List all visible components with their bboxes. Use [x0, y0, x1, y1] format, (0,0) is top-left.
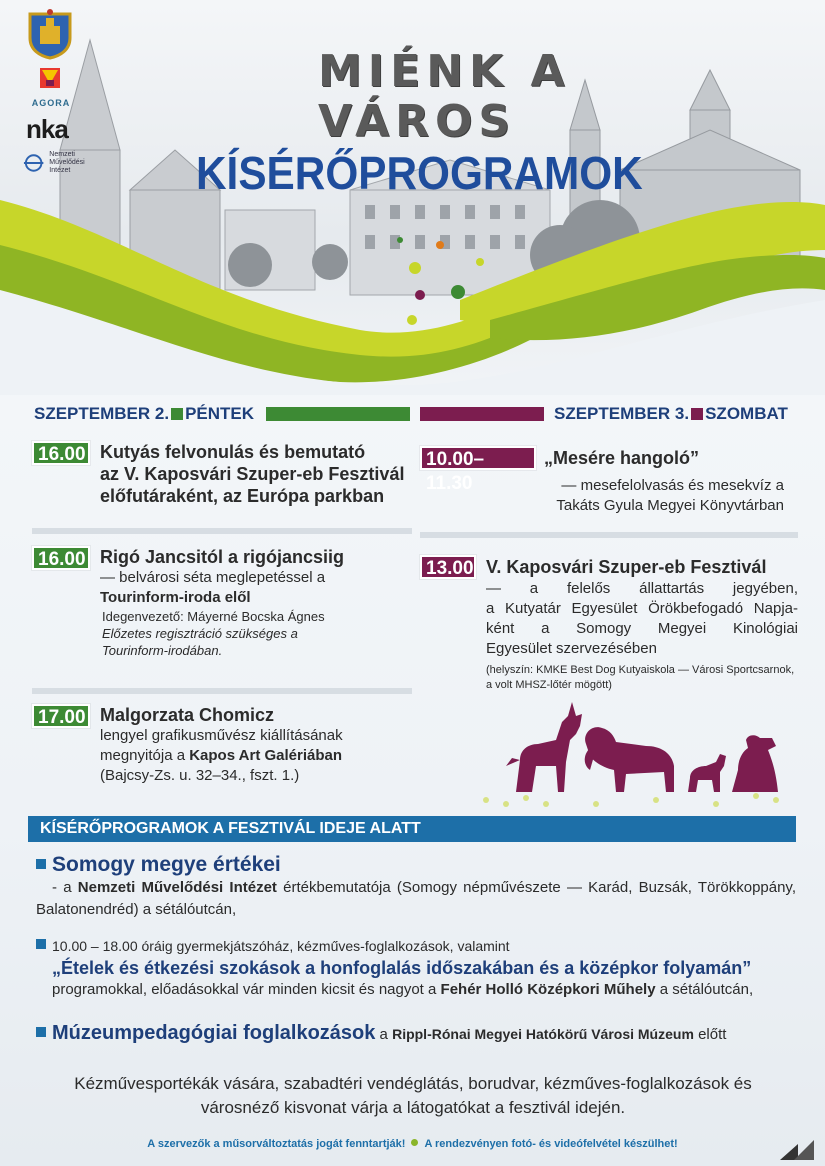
- city-coat-of-arms-icon: [22, 8, 78, 60]
- event-note: Előzetes regisztráció szükséges a: [102, 626, 298, 641]
- event-title: „Mesére hangoló”: [544, 448, 700, 468]
- event-title: Rigó Jancsitól a rigójancsiig: [100, 547, 345, 567]
- festival-item-title: „Ételek és étkezési szokások a honfoglalás időszakában és a középkor folyamán”: [52, 958, 752, 978]
- festival-item-3: [36, 1020, 796, 1048]
- closing-text: [30, 1072, 796, 1120]
- friday-date: SZEPTEMBER 2.: [34, 404, 170, 423]
- sponsor-logos: [22, 8, 92, 175]
- friday-event-3: [32, 704, 412, 786]
- closing-line: Kézművesportékák vására, szabadtéri vendéglátás, borudvar, kézműves-foglalkozások és: [74, 1074, 752, 1093]
- festival-item-text: programokkal, előadásokkal vár minden kicsit és nagyot a: [52, 981, 441, 998]
- event-time: 16.00: [32, 546, 90, 570]
- title-line-1: MIÉNK A: [318, 46, 571, 97]
- friday-square: [171, 408, 183, 420]
- event-text: — belvárosi séta meglepetéssel a: [100, 569, 326, 586]
- event-location: Kapos Art Galériában: [189, 747, 343, 764]
- event-note: Tourinform-irodában.: [102, 643, 223, 658]
- festival-item-title: Somogy megye értékei: [52, 853, 281, 876]
- friday-bar: [266, 407, 410, 421]
- friday-heading: [34, 404, 410, 426]
- festival-item-text: előtt: [693, 1026, 727, 1043]
- event-text: ként a Somogy Megyei Kinológiai: [486, 620, 798, 637]
- event-title: Malgorzata Chomicz: [100, 705, 275, 725]
- event-venue: a volt MHSZ-lőtér mögött): [486, 679, 612, 691]
- event-title-line: az V. Kaposvári Szuper-eb Fesztivál: [100, 464, 405, 484]
- event-guide: Idegenvezető: Máyerné Bocska Ágnes: [102, 609, 325, 624]
- divider: [420, 532, 798, 538]
- page-title: KÍSÉRŐPROGRAMOK: [196, 147, 643, 199]
- saturday-event-2: [420, 555, 798, 693]
- event-address: (Bajcsy-Zs. u. 32–34., fszt. 1.): [100, 767, 300, 784]
- festival-item-org: Rippl-Rónai Megyei Hatókörű Városi Múzeum: [392, 1026, 694, 1042]
- saturday-weekday: SZOMBAT: [705, 404, 788, 423]
- festival-item-1: [36, 852, 796, 920]
- nmi-logo: [22, 151, 92, 175]
- friday-event-2: [32, 546, 412, 659]
- saturday-heading: [420, 404, 798, 426]
- corner-arrows-icon: [780, 1134, 816, 1160]
- event-text: megnyitója a: [100, 747, 190, 764]
- saturday-square: [691, 408, 703, 420]
- event-text: a Kutyatár Egyesület Örökbefogadó Napja-: [486, 600, 798, 617]
- footer: [0, 1138, 825, 1150]
- festival-item-title: Múzeumpedagógiai foglalkozások: [52, 1022, 376, 1044]
- footer-note: A rendezvényen fotó- és videófelvétel készülhet!: [424, 1138, 678, 1150]
- bullet-icon: [36, 1027, 46, 1037]
- event-title-line: előfutáraként, az Európa parkban: [100, 486, 385, 506]
- closing-line: városnéző kisvonat várja a látogatókat a fesztivál idején.: [200, 1098, 626, 1117]
- friday-weekday: PÉNTEK: [185, 404, 255, 423]
- event-text: Egyesület szervezésében: [486, 640, 657, 657]
- event-time: 13.00: [420, 555, 476, 579]
- event-text: — a felelős állattartás jegyében,: [486, 580, 798, 597]
- dogs-illustration: [476, 700, 798, 812]
- header: [0, 0, 825, 395]
- festival-item-text: a: [375, 1026, 393, 1043]
- saturday-event-1: [420, 446, 798, 516]
- event-location: Tourinform-iroda elől: [100, 589, 251, 606]
- event-time: 16.00: [32, 441, 90, 465]
- festival-item-text: értékbemutatója (Somogy népművészete — Karád, Buzsák, Törökkoppány,: [276, 879, 796, 896]
- event-venue: (helyszín: KMKE Best Dog Kutyaiskola — Városi Sportcsarnok,: [486, 664, 795, 676]
- festival-item-org: Fehér Holló Középkori Műhely: [440, 981, 656, 998]
- nmi-text: Nemzeti Művelődési Intézet: [49, 151, 85, 174]
- event-title: V. Kaposvári Szuper-eb Fesztivál: [486, 557, 767, 577]
- footer-note: A szervezők a műsorváltoztatás jogát fenntartják!: [147, 1138, 406, 1150]
- nmi-icon: [22, 152, 45, 174]
- bullet-icon: [36, 859, 46, 869]
- event-title-line: Kutyás felvonulás és bemutató: [100, 442, 366, 462]
- festival-heading: KÍSÉRŐPROGRAMOK A FESZTIVÁL IDEJE ALATT: [28, 816, 796, 842]
- festival-item-2: [36, 936, 796, 1000]
- bullet-icon: [36, 939, 46, 949]
- saturday-bar: [420, 407, 544, 421]
- agora-icon: [22, 66, 78, 92]
- nka-logo: nka: [26, 114, 68, 144]
- divider: [32, 528, 412, 534]
- title-line-2: VÁROS: [318, 96, 517, 147]
- divider: [32, 688, 412, 694]
- festival-item-text: - a: [52, 879, 78, 896]
- agora-text: AGORA: [31, 98, 71, 108]
- festival-item-text: 10.00 – 18.00 óráig gyermekjátszóház, kézműves-foglalkozások, valamint: [52, 938, 510, 954]
- agora-logo: [22, 66, 92, 108]
- festival-item-org: Nemzeti Művelődési Intézet: [77, 879, 277, 896]
- friday-event-1: [32, 441, 412, 507]
- dot-icon: [411, 1139, 418, 1146]
- festival-item-text: a sétálóutcán,: [655, 981, 754, 998]
- festival-item-text: Balatonendréd) a sétálóutcán,: [36, 901, 237, 918]
- event-text: lengyel grafikusművész kiállításának: [100, 727, 343, 744]
- saturday-date: SZEPTEMBER 3.: [554, 404, 690, 423]
- event-time: 10.00–11.30: [420, 446, 536, 470]
- event-text: Takáts Gyula Megyei Könyvtárban: [556, 497, 784, 514]
- event-text: — mesefelolvasás és mesekvíz a: [561, 477, 784, 494]
- event-time: 17.00: [32, 704, 90, 728]
